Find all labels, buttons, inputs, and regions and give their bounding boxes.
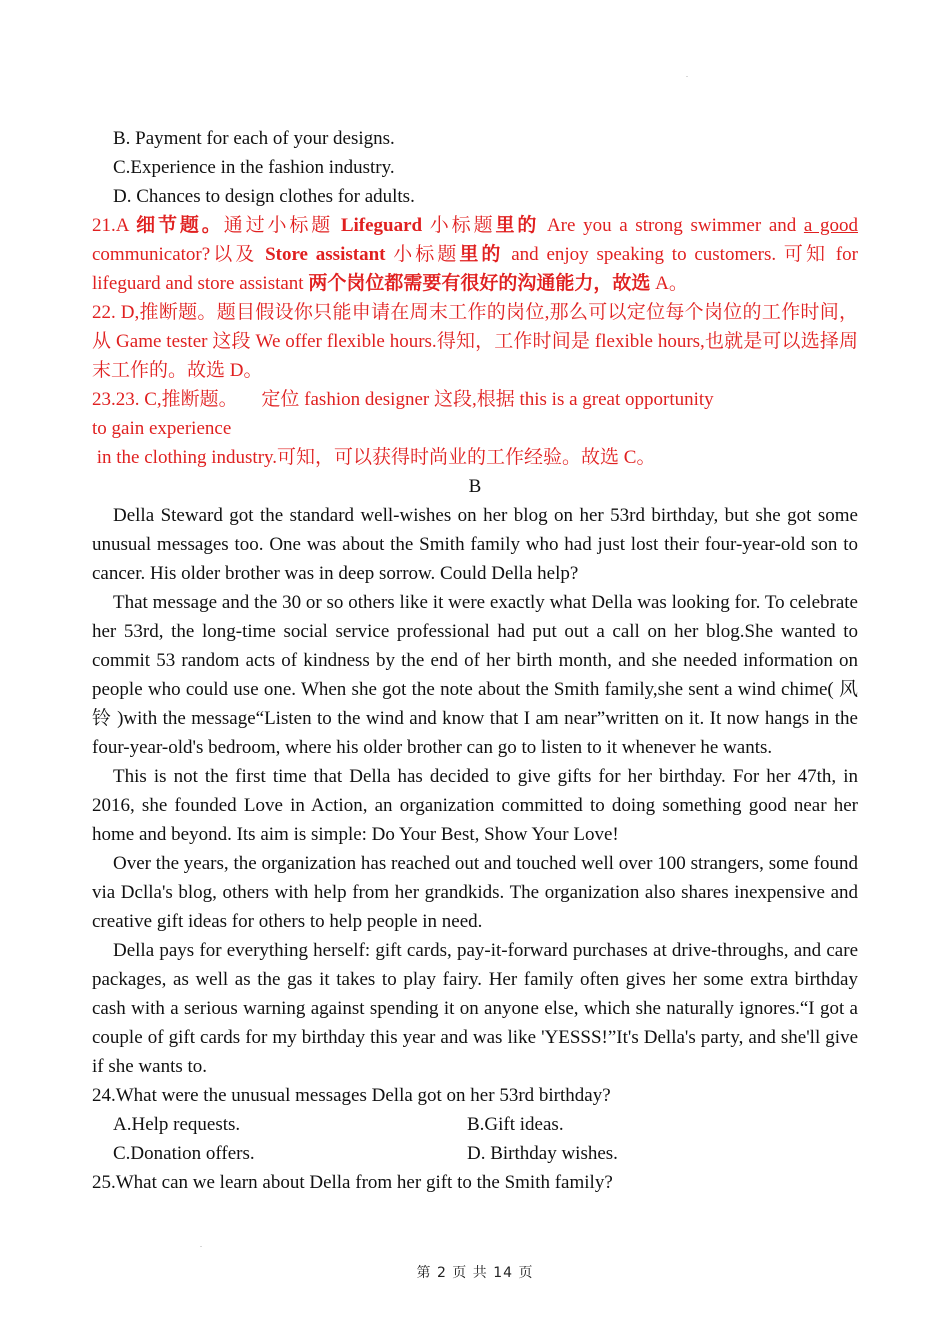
answer-23-line-1: 23.23. C,推断题。 定位 fashion designer 这段,根据 this is a great opportunity [92, 389, 714, 410]
passage-paragraph-4: Over the years, the organization has reached out and touched well over 100 strangers, some found via Dclla's blog, others with help from her grandkids. The organization also shares inexpensive and creative gift ideas for others to help people in need. [92, 853, 858, 932]
option-c-prev: C.Experience in the fashion industry. [113, 157, 395, 178]
page-mark-top: . [686, 70, 688, 79]
question-24-option-b: B.Gift ideas. [467, 1114, 564, 1135]
page-content [92, 124, 858, 1197]
option-d-prev: D. Chances to design clothes for adults. [113, 186, 415, 207]
question-24-option-c: C.Donation offers. [113, 1143, 255, 1164]
question-24-options-row-1 [92, 1110, 858, 1139]
question-24-option-d: D. Birthday wishes. [467, 1143, 618, 1164]
passage-paragraph-3: This is not the first time that Della has decided to give gifts for her birthday. For her 47th, in 2016, she founded Love in Action, an organization committed to doing something good near her home and beyond. Its aim is simple: Do Your Best, Show Your Love! [92, 766, 858, 845]
passage-paragraph-1: Della Steward got the standard well-wishes on her blog on her 53rd birthday, but she got some unusual messages too. One was about the Smith family who had just lost their four-year-old son to cancer. His older brother was in deep sorrow. Could Della help? [92, 505, 858, 584]
option-b-prev: B. Payment for each of your designs. [113, 128, 395, 149]
passage-paragraph-5: Della pays for everything herself: gift cards, pay-it-forward purchases at drive-throughs, and care packages, as well as the gas it takes to play fairy. Her family often gives her some extra birthday cash with a serious warning against spending it on anyone else, which she naturally ignores.“I got a couple of gift cards for my birthday this year and was like 'YESSS!”It's Della's party, and she'll give if she wants to. [92, 940, 858, 1077]
page-mark-bottom: . [200, 1240, 202, 1249]
question-24-stem: 24.What were the unusual messages Della got on her 53rd birthday? [92, 1085, 611, 1106]
answer-23-line-2: to gain experience [92, 418, 232, 439]
passage-paragraph-2: That message and the 30 or so others like it were exactly what Della was looking for. To celebrate her 53rd, the long-time social service professional had put out a call on her blog.She wanted to commit 53 random acts of kindness by the end of her birth month, and she needed information on people who could use one. When she got the note about the Smith family,she sent a wind chime( 风 铃 )with the message“Listen to the wind and know that I am near”written on it. It now hangs in the four-year-old's bedroom, where his older brother can go to listen to it whenever he wants. [92, 592, 858, 758]
answer-23 [92, 385, 858, 472]
answer-22: 22. D,推断题。题目假设你只能申请在周末工作的岗位,那么可以定位每个岗位的工作时间，从 Game tester 这段 We offer flexible hours.得知，工作时间是 flexible hours,也就是可以选择周末工作的。故选 D。 [92, 302, 858, 381]
section-label: B [468, 476, 482, 497]
question-25-stem: 25.What can we learn about Della from her gift to the Smith family? [92, 1172, 613, 1193]
question-24-option-a: A.Help requests. [113, 1114, 241, 1135]
question-24-options-row-2 [92, 1139, 858, 1168]
answer-23-line-3: in the clothing industry.可知，可以获得时尚业的工作经验。故选 C。 [92, 447, 656, 468]
page-footer: 第 2 页 共 14 页 [416, 1265, 534, 1281]
answer-21: 21.A 细节题。通过小标题 Lifeguard 小标题里的 Are you a strong swimmer and a good communicator?以及 Store assistant 小标题里的 and enjoy speaking to customers. 可知 for lifeguard and store assistant 两个岗位都需要有很好的沟通能力，故选 A。 [92, 214, 858, 294]
